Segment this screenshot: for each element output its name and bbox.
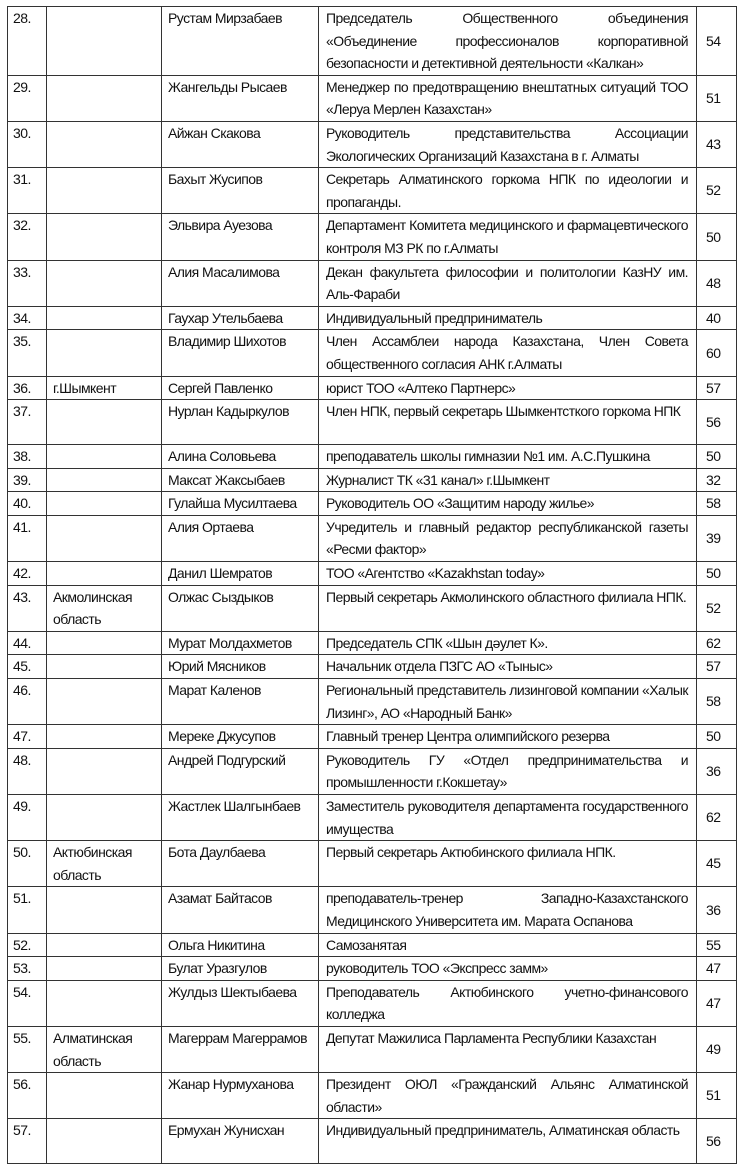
- row-number-cell: 39.: [8, 468, 47, 492]
- region-cell: Актюбинская область: [47, 841, 162, 887]
- position-cell: Руководитель представительства Ассоциации Экологических Организаций Казахстана в г. Алматы: [319, 121, 697, 167]
- region-cell: [47, 168, 162, 214]
- position-cell: преподаватель школы гимназии №1 им. А.С.Пушкина: [319, 445, 697, 469]
- table-row: [8, 121, 737, 167]
- table-row: [8, 330, 737, 376]
- age-cell: 57: [697, 655, 737, 679]
- row-number-cell: 51.: [8, 887, 47, 933]
- position-cell: Секретарь Алматинского горкома НПК по идеологии и пропаганды.: [319, 168, 697, 214]
- position-cell: Учредитель и главный редактор республиканской газеты «Ресми фактор»: [319, 515, 697, 561]
- age-cell: 57: [697, 376, 737, 400]
- table-row: [8, 795, 737, 841]
- region-cell: [47, 980, 162, 1026]
- age-cell: 56: [697, 400, 737, 445]
- row-number-cell: 52.: [8, 933, 47, 957]
- position-cell: ТОО «Агентство «Kazakhstan today»: [319, 562, 697, 586]
- full-name-cell: Жанар Нурмуханова: [162, 1073, 319, 1119]
- table-row: [8, 655, 737, 679]
- full-name-cell: Сергей Павленко: [162, 376, 319, 400]
- age-cell: 52: [697, 168, 737, 214]
- region-cell: [47, 725, 162, 749]
- table-row: [8, 887, 737, 933]
- region-cell: [47, 562, 162, 586]
- full-name-cell: Олжас Сыздыков: [162, 585, 319, 631]
- full-name-cell: Рустам Мирзабаев: [162, 7, 319, 76]
- age-cell: 50: [697, 445, 737, 469]
- row-number-cell: 41.: [8, 515, 47, 561]
- row-number-cell: 33.: [8, 260, 47, 306]
- full-name-cell: Гулайша Мусилтаева: [162, 492, 319, 516]
- full-name-cell: Мурат Молдахметов: [162, 631, 319, 655]
- position-cell: Член Ассамблеи народа Казахстана, Член Совета общественного согласия АНК г.Алматы: [319, 330, 697, 376]
- row-number-cell: 38.: [8, 445, 47, 469]
- region-cell: [47, 933, 162, 957]
- table-row: [8, 585, 737, 631]
- table-row: [8, 7, 737, 76]
- row-number-cell: 50.: [8, 841, 47, 887]
- region-cell: [47, 655, 162, 679]
- table-row: [8, 515, 737, 561]
- full-name-cell: Алия Масалимова: [162, 260, 319, 306]
- table-row: [8, 725, 737, 749]
- table-row: [8, 1073, 737, 1119]
- region-cell: [47, 631, 162, 655]
- table-row: [8, 376, 737, 400]
- age-cell: 49: [697, 1026, 737, 1072]
- position-cell: руководитель ТОО «Экспресс замм»: [319, 957, 697, 981]
- table-row: [8, 260, 737, 306]
- full-name-cell: Нурлан Кадыркулов: [162, 400, 319, 445]
- row-number-cell: 40.: [8, 492, 47, 516]
- full-name-cell: Ольга Никитина: [162, 933, 319, 957]
- region-cell: [47, 445, 162, 469]
- position-cell: Начальник отдела ПЗГС АО «Тыныс»: [319, 655, 697, 679]
- full-name-cell: Магеррам Магеррамов: [162, 1026, 319, 1072]
- table-row: [8, 1119, 737, 1164]
- age-cell: 32: [697, 468, 737, 492]
- age-cell: 54: [697, 7, 737, 76]
- row-number-cell: 42.: [8, 562, 47, 586]
- age-cell: 50: [697, 214, 737, 260]
- table-row: [8, 468, 737, 492]
- table-row: [8, 445, 737, 469]
- table-row: [8, 679, 737, 725]
- age-cell: 51: [697, 1073, 737, 1119]
- table-row: [8, 841, 737, 887]
- age-cell: 56: [697, 1119, 737, 1164]
- position-cell: Руководитель ГУ «Отдел предпринимательства и промышленности г.Кокшетау»: [319, 748, 697, 794]
- position-cell: Руководитель ОО «Защитим народу жилье»: [319, 492, 697, 516]
- table-row: [8, 306, 737, 330]
- position-cell: Первый секретарь Акмолинского областного филиала НПК.: [319, 585, 697, 631]
- position-cell: Президент ОЮЛ «Гражданский Альянс Алматинской области»: [319, 1073, 697, 1119]
- row-number-cell: 30.: [8, 121, 47, 167]
- age-cell: 60: [697, 330, 737, 376]
- row-number-cell: 54.: [8, 980, 47, 1026]
- row-number-cell: 29.: [8, 75, 47, 121]
- position-cell: Председатель Общественного объединения «Объединение профессионалов корпоративной безопасности и детективной деятельности «Калкан»: [319, 7, 697, 76]
- age-cell: 58: [697, 679, 737, 725]
- full-name-cell: Айжан Скакова: [162, 121, 319, 167]
- full-name-cell: Жастлек Шалгынбаев: [162, 795, 319, 841]
- full-name-cell: Булат Уразгулов: [162, 957, 319, 981]
- region-cell: [47, 748, 162, 794]
- full-name-cell: Владимир Шихотов: [162, 330, 319, 376]
- row-number-cell: 46.: [8, 679, 47, 725]
- row-number-cell: 34.: [8, 306, 47, 330]
- position-cell: Региональный представитель лизинговой компании «Халык Лизинг», АО «Народный Банк»: [319, 679, 697, 725]
- full-name-cell: Алина Соловьева: [162, 445, 319, 469]
- table-row: [8, 1026, 737, 1072]
- region-cell: [47, 795, 162, 841]
- region-cell: [47, 260, 162, 306]
- age-cell: 36: [697, 887, 737, 933]
- region-cell: [47, 1119, 162, 1164]
- region-cell: г.Шымкент: [47, 376, 162, 400]
- participants-table: [7, 6, 737, 1164]
- region-cell: [47, 75, 162, 121]
- full-name-cell: Бахыт Жусипов: [162, 168, 319, 214]
- row-number-cell: 36.: [8, 376, 47, 400]
- region-cell: [47, 214, 162, 260]
- row-number-cell: 31.: [8, 168, 47, 214]
- table-row: [8, 631, 737, 655]
- full-name-cell: Ермухан Жунисхан: [162, 1119, 319, 1164]
- row-number-cell: 28.: [8, 7, 47, 76]
- row-number-cell: 57.: [8, 1119, 47, 1164]
- full-name-cell: Юрий Мясников: [162, 655, 319, 679]
- region-cell: [47, 515, 162, 561]
- full-name-cell: Марат Каленов: [162, 679, 319, 725]
- region-cell: [47, 400, 162, 445]
- position-cell: Индивидуальный предприниматель: [319, 306, 697, 330]
- age-cell: 36: [697, 748, 737, 794]
- position-cell: Самозанятая: [319, 933, 697, 957]
- region-cell: [47, 887, 162, 933]
- full-name-cell: Азамат Байтасов: [162, 887, 319, 933]
- age-cell: 47: [697, 980, 737, 1026]
- age-cell: 50: [697, 725, 737, 749]
- region-cell: [47, 7, 162, 76]
- region-cell: [47, 121, 162, 167]
- full-name-cell: Бота Даулбаева: [162, 841, 319, 887]
- region-cell: Акмолинская область: [47, 585, 162, 631]
- age-cell: 58: [697, 492, 737, 516]
- region-cell: Алматинская область: [47, 1026, 162, 1072]
- age-cell: 55: [697, 933, 737, 957]
- row-number-cell: 48.: [8, 748, 47, 794]
- full-name-cell: Данил Шемратов: [162, 562, 319, 586]
- full-name-cell: Жангельды Рысаев: [162, 75, 319, 121]
- position-cell: Журналист ТК «31 канал» г.Шымкент: [319, 468, 697, 492]
- full-name-cell: Гаухар Утельбаева: [162, 306, 319, 330]
- row-number-cell: 56.: [8, 1073, 47, 1119]
- row-number-cell: 44.: [8, 631, 47, 655]
- table-row: [8, 75, 737, 121]
- age-cell: 45: [697, 841, 737, 887]
- row-number-cell: 32.: [8, 214, 47, 260]
- table-row: [8, 957, 737, 981]
- position-cell: Менеджер по предотвращению внештатных ситуаций ТОО «Леруа Мерлен Казахстан»: [319, 75, 697, 121]
- row-number-cell: 55.: [8, 1026, 47, 1072]
- region-cell: [47, 957, 162, 981]
- row-number-cell: 45.: [8, 655, 47, 679]
- age-cell: 62: [697, 795, 737, 841]
- row-number-cell: 43.: [8, 585, 47, 631]
- age-cell: 47: [697, 957, 737, 981]
- region-cell: [47, 306, 162, 330]
- position-cell: Главный тренер Центра олимпийского резерва: [319, 725, 697, 749]
- table-row: [8, 562, 737, 586]
- age-cell: 50: [697, 562, 737, 586]
- position-cell: Депутат Мажилиса Парламента Республики Казахстан: [319, 1026, 697, 1072]
- region-cell: [47, 1073, 162, 1119]
- position-cell: Департамент Комитета медицинского и фармацевтического контроля МЗ РК по г.Алматы: [319, 214, 697, 260]
- table-row: [8, 400, 737, 445]
- table-row: [8, 168, 737, 214]
- full-name-cell: Максат Жаксыбаев: [162, 468, 319, 492]
- age-cell: 39: [697, 515, 737, 561]
- age-cell: 43: [697, 121, 737, 167]
- position-cell: Член НПК, первый секретарь Шымкентсткого горкома НПК: [319, 400, 697, 445]
- region-cell: [47, 492, 162, 516]
- row-number-cell: 37.: [8, 400, 47, 445]
- age-cell: 48: [697, 260, 737, 306]
- full-name-cell: Алия Ортаева: [162, 515, 319, 561]
- age-cell: 40: [697, 306, 737, 330]
- region-cell: [47, 468, 162, 492]
- full-name-cell: Эльвира Ауезова: [162, 214, 319, 260]
- age-cell: 51: [697, 75, 737, 121]
- table-row: [8, 980, 737, 1026]
- table-body: [8, 7, 737, 1164]
- position-cell: Первый секретарь Актюбинского филиала НПК.: [319, 841, 697, 887]
- full-name-cell: Мереке Джусупов: [162, 725, 319, 749]
- table-row: [8, 492, 737, 516]
- full-name-cell: Андрей Подгурский: [162, 748, 319, 794]
- position-cell: преподаватель-тренер Западно-Казахстанского Медицинского Университета им. Марата Оспанова: [319, 887, 697, 933]
- row-number-cell: 35.: [8, 330, 47, 376]
- row-number-cell: 49.: [8, 795, 47, 841]
- age-cell: 52: [697, 585, 737, 631]
- table-row: [8, 748, 737, 794]
- position-cell: Преподаватель Актюбинского учетно-финансового колледжа: [319, 980, 697, 1026]
- table-row: [8, 933, 737, 957]
- position-cell: Декан факультета философии и политологии КазНУ им. Аль-Фараби: [319, 260, 697, 306]
- row-number-cell: 47.: [8, 725, 47, 749]
- position-cell: Индивидуальный предприниматель, Алматинская область: [319, 1119, 697, 1164]
- position-cell: Заместитель руководителя департамента государственного имущества: [319, 795, 697, 841]
- position-cell: юрист ТОО «Алтеко Партнерс»: [319, 376, 697, 400]
- row-number-cell: 53.: [8, 957, 47, 981]
- region-cell: [47, 679, 162, 725]
- table-row: [8, 214, 737, 260]
- age-cell: 62: [697, 631, 737, 655]
- full-name-cell: Жулдыз Шектыбаева: [162, 980, 319, 1026]
- position-cell: Председатель СПК «Шын дәулет К».: [319, 631, 697, 655]
- region-cell: [47, 330, 162, 376]
